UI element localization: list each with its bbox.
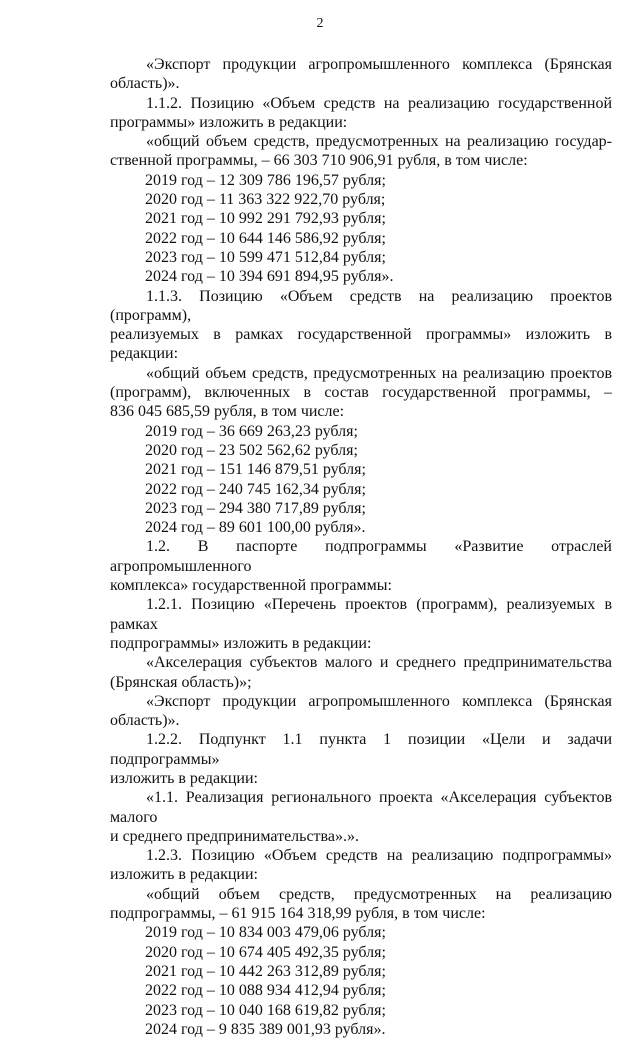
text-line: 2021 год – 10 992 291 792,93 рубля;: [145, 210, 386, 228]
text-line: 2024 год – 89 601 100,00 рубля».: [145, 519, 366, 537]
text-line: 2019 год – 10 834 003 479,06 рубля;: [145, 924, 386, 942]
text-line: 2022 год – 240 745 162,34 рубля;: [145, 480, 366, 498]
text-line: «общий объем средств, предусмотренных на реализацию проектов: [146, 364, 612, 382]
text-line: «общий объем средств, предусмотренных на реализацию: [146, 885, 612, 903]
text-line: 2023 год – 10 040 168 619,82 рубля;: [145, 1001, 386, 1019]
text-line: 2021 год – 151 146 879,51 рубля;: [145, 461, 366, 479]
text-line: ственной программы, – 66 303 710 906,91 рубля, в том числе:: [110, 152, 528, 170]
text-line: изложить в редакции:: [110, 866, 258, 884]
document-body: [110, 55, 612, 1039]
text-line: программы» изложить в редакции:: [110, 113, 348, 131]
text-line: 2024 год – 10 394 691 894,95 рубля».: [145, 268, 394, 286]
text-line: подпрограммы» изложить в редакции:: [110, 634, 372, 652]
text-line: реализуемых в рамках государственной программы» изложить в редакции:: [110, 326, 612, 363]
text-line: 2023 год – 294 380 717,89 рубля;: [145, 499, 366, 517]
text-line: 2019 год – 12 309 786 196,57 рубля;: [145, 171, 386, 189]
text-line: 2020 год – 10 674 405 492,35 рубля;: [145, 943, 386, 961]
text-line: 1.1.3. Позицию «Объем средств на реализацию проектов (программ),: [110, 287, 612, 324]
text-line: область)».: [110, 75, 180, 93]
text-line: комплекса» государственной программы:: [110, 577, 392, 595]
text-line: 2019 год – 36 669 263,23 рубля;: [145, 422, 358, 440]
text-line: 2021 год – 10 442 263 312,89 рубля;: [145, 962, 386, 980]
text-line: подпрограммы, – 61 915 164 318,99 рубля, в том числе:: [110, 905, 486, 923]
text-line: 836 045 685,59 рубля, в том числе:: [110, 403, 345, 421]
text-line: «1.1. Реализация регионального проекта «Акселерация субъектов малого: [110, 789, 612, 826]
text-line: «Акселерация субъектов малого и среднего предпринимательства: [146, 654, 612, 672]
text-line: 2020 год – 11 363 322 922,70 рубля;: [145, 191, 386, 209]
text-line: 1.2. В паспорте подпрограммы «Развитие отраслей агропромышленного: [110, 538, 612, 575]
text-line: 1.2.3. Позицию «Объем средств на реализацию подпрограммы»: [146, 847, 612, 865]
text-line: и среднего предпринимательства».».: [110, 827, 359, 845]
text-line: изложить в редакции:: [110, 769, 258, 787]
text-line: «Экспорт продукции агропромышленного комплекса (Брянская: [146, 56, 612, 73]
text-line: 2022 год – 10 644 146 586,92 рубля;: [145, 229, 386, 247]
text-line: (программ), включенных в состав государственной программы, –: [110, 384, 612, 402]
text-line: 2022 год – 10 088 934 412,94 рубля;: [145, 982, 386, 1000]
text-line: 1.2.1. Позицию «Перечень проектов (программ), реализуемых в рамках: [110, 596, 612, 633]
text-line: «Экспорт продукции агропромышленного комплекса (Брянская: [146, 692, 612, 710]
text-line: «общий объем средств, предусмотренных на реализацию государ-: [146, 133, 612, 151]
text-line: 2020 год – 23 502 562,62 рубля;: [145, 441, 358, 459]
text-line: 1.2.2. Подпункт 1.1 пункта 1 позиции «Цели и задачи подпрограммы»: [110, 731, 612, 768]
text-line: 1.1.2. Позицию «Объем средств на реализацию государственной: [146, 94, 612, 112]
text-line: 2023 год – 10 599 471 512,84 рубля;: [145, 248, 386, 266]
text-line: 2024 год – 9 835 389 001,93 рубля».: [145, 1020, 386, 1038]
text-line: (Брянская область)»;: [110, 673, 252, 691]
text-line: область)».: [110, 712, 180, 730]
page-number: 2: [316, 16, 324, 31]
